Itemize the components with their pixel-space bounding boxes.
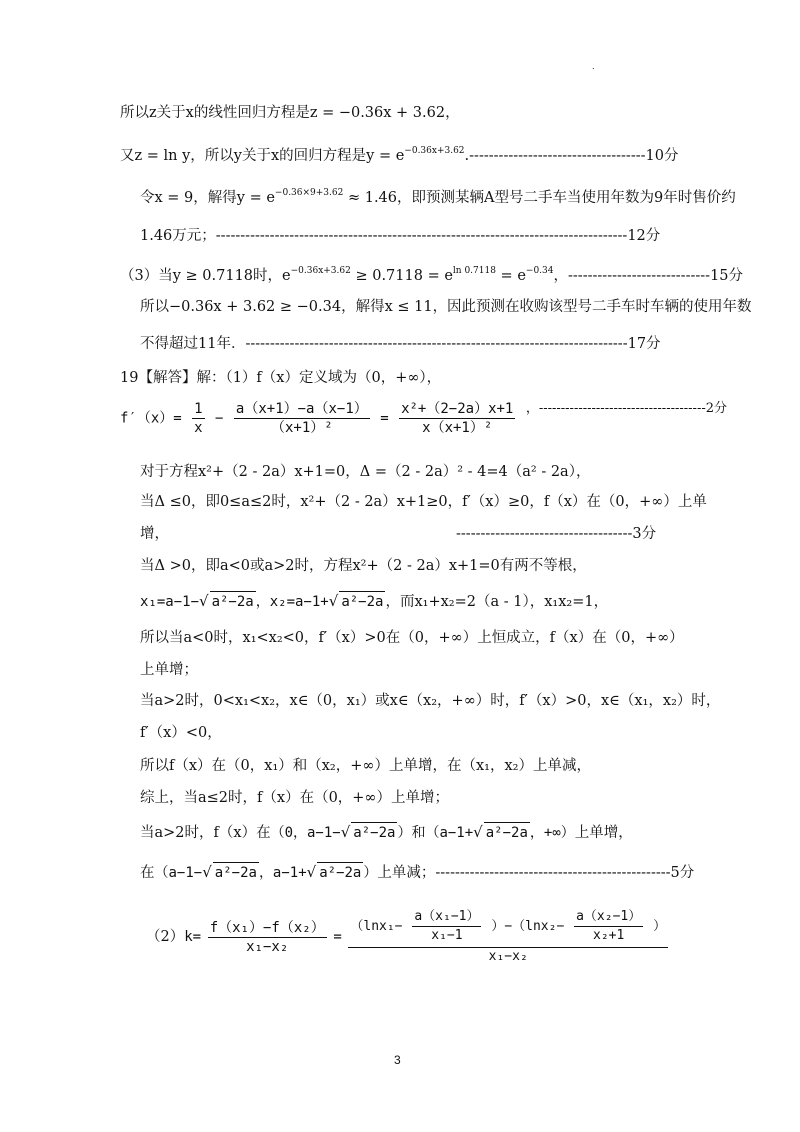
part-label: （2） bbox=[146, 929, 185, 945]
line-case-delta-le0: 当Δ ≤0，即0≤a≤2时，x²+（2 - 2a）x+1≥0，f′（x）≥0，f（x）在（0，+∞）上单 bbox=[140, 494, 707, 510]
dashes-score: ，-----------------------------15分 bbox=[553, 268, 744, 284]
k-label: k= bbox=[184, 929, 202, 945]
denominator: x₁−x₂ bbox=[488, 949, 528, 964]
radicand: a²−2a bbox=[213, 862, 259, 883]
interval-right: （a−1+ bbox=[425, 825, 474, 841]
line-intervals: 所以f（x）在（0，x₁）和（x₂，+∞）上单增，在（x₁，x₂）上单减， bbox=[140, 758, 591, 774]
numerator: f（x₁）−f（x₂） bbox=[209, 919, 325, 936]
radicand: a²−2a bbox=[351, 822, 397, 843]
inner-fraction-1 bbox=[412, 908, 481, 945]
line-price-result: 1.46万元；------------------------------------------------------------------------------------12分 bbox=[140, 228, 661, 244]
root-x2: ，x₂=a−1+ bbox=[255, 594, 329, 610]
numerator: 1 bbox=[194, 401, 203, 417]
denominator: x₁−1 bbox=[431, 928, 463, 943]
dashes-score: ，--------------------------------------2分 bbox=[525, 401, 728, 416]
fraction-1-over-x bbox=[192, 400, 204, 437]
sqrt-icon: √ bbox=[340, 823, 351, 841]
line-solve-x: 所以−0.36x + 3.62 ≥ −0.34，解得x ≤ 11，因此预测在收购该型号二手车时车辆的使用年数 bbox=[140, 299, 752, 315]
text: 令x = 9，解得y = e bbox=[140, 190, 275, 206]
exponent: ln 0.7118 bbox=[452, 266, 496, 276]
equals: = bbox=[333, 929, 342, 945]
page-number: 3 bbox=[394, 1053, 401, 1067]
fraction-k bbox=[208, 919, 327, 956]
radicand: a²−2a bbox=[339, 591, 385, 612]
exponent: −0.36x+3.62 bbox=[404, 146, 465, 156]
numerator: x²+（2−2a）x+1 bbox=[401, 401, 514, 417]
line-part3 bbox=[120, 261, 743, 286]
line-q19-header: 19【解答】解：（1）f（x）定义域为（0，+∞）， bbox=[120, 370, 442, 386]
line-monotone-inc bbox=[140, 524, 169, 544]
line-roots bbox=[140, 591, 608, 612]
root-x1: x₁=a−1− bbox=[140, 594, 200, 610]
text: 在 bbox=[140, 865, 155, 881]
term-a: （lnx₁− bbox=[350, 919, 403, 934]
sqrt-icon: √ bbox=[202, 863, 212, 881]
text: = e bbox=[495, 268, 526, 284]
text: （3）当y ≥ 0.7118时，e bbox=[120, 268, 291, 284]
denominator: x₁−x₂ bbox=[246, 938, 289, 955]
interval-mid: ，a−1+ bbox=[258, 865, 307, 881]
line-predict-x9 bbox=[140, 183, 736, 208]
interval-close: ） bbox=[363, 865, 378, 881]
line-derivative bbox=[120, 400, 727, 437]
line-slope-k bbox=[146, 908, 670, 966]
radicand: a²−2a bbox=[484, 822, 530, 843]
sqrt-icon: √ bbox=[328, 592, 339, 610]
exponent: −0.36×9+3.62 bbox=[274, 188, 344, 198]
numerator: a（x₂−1） bbox=[574, 908, 643, 927]
exponent: −0.36x+3.62 bbox=[290, 266, 351, 276]
line-summary-a-gt2 bbox=[140, 822, 633, 843]
sqrt-icon: √ bbox=[199, 592, 209, 610]
interval-left: （0，a−1− bbox=[270, 825, 341, 841]
denominator: （x+1）² bbox=[270, 420, 333, 436]
line-discriminant: 对于方程x²+（2 - 2a）x+1=0，Δ =（2 - 2a）² - 4=4（a² - 2a）， bbox=[140, 464, 591, 480]
line-regression-z: 所以z关于x的线性回归方程是z = −0.36x + 3.62， bbox=[120, 105, 460, 121]
line-regression-y bbox=[120, 141, 679, 166]
line-fprime-neg: f′（x）<0， bbox=[140, 725, 222, 741]
radicand: a²−2a bbox=[210, 591, 256, 612]
denominator: x bbox=[194, 420, 203, 436]
numerator bbox=[348, 908, 668, 948]
text: 又z = ln y，所以y关于x的回归方程是y = e bbox=[120, 148, 405, 164]
line-case-a-lt0: 所以当a<0时，x₁<x₂<0，f′（x）>0在（0，+∞）上恒成立，f（x）在（0，+∞） bbox=[140, 630, 684, 646]
dashes-score: 上单减；------------------------------------------------5分 bbox=[377, 865, 695, 881]
vieta-relations: ，而x₁+x₂=2（a - 1），x₁x₂=1， bbox=[385, 594, 609, 610]
fraction-3 bbox=[399, 400, 515, 437]
denominator: x（x+1）² bbox=[422, 420, 493, 436]
fprime-lhs: f′（x）= bbox=[120, 410, 182, 427]
radicand: a²−2a bbox=[317, 862, 363, 883]
fraction-2 bbox=[234, 400, 370, 437]
term-b: ）−（lnx₂− bbox=[491, 919, 565, 934]
denominator: x₂+1 bbox=[593, 928, 625, 943]
text: 上单增， bbox=[574, 825, 633, 841]
line-decreasing bbox=[140, 862, 694, 883]
line-monotone-inc-2: 上单增； bbox=[140, 662, 198, 678]
line-case-delta-gt0: 当Δ >0，即a<0或a>2时，方程x²+（2 - 2a）x+1=0有两不等根， bbox=[140, 558, 587, 574]
text: ≥ 0.7118 = e bbox=[350, 268, 453, 284]
minus: − bbox=[215, 410, 224, 427]
line-summary: 综上，当a≤2时，f（x）在（0，+∞）上单增； bbox=[140, 790, 450, 806]
text-tail: ≈ 1.46，即预测某辆A型号二手车当使用年数为9年时售价约 bbox=[343, 190, 736, 206]
interval-close: ）和 bbox=[397, 825, 426, 841]
line-score-3: ------------------------------------3分 bbox=[456, 526, 657, 542]
sqrt-icon: √ bbox=[473, 823, 483, 841]
text: 当a>2时，f（x）在 bbox=[140, 825, 271, 841]
term-c: ） bbox=[653, 919, 667, 934]
sqrt-icon: √ bbox=[306, 863, 317, 881]
line-case-a-gt2: 当a>2时，0<x₁<x₂，x∈（0，x₁）或x∈（x₂，+∞）时，f′（x）>0，x∈（x₁，x₂）时， bbox=[140, 693, 721, 709]
line-conclusion-11: 不得超过11年．------------------------------------------------------------------------------17分 bbox=[140, 336, 661, 352]
exponent: −0.34 bbox=[525, 266, 554, 276]
fraction-big bbox=[348, 908, 668, 966]
equals: = bbox=[380, 410, 389, 427]
text: 增， bbox=[140, 526, 169, 542]
inner-fraction-2 bbox=[574, 908, 643, 945]
numerator: a（x₁−1） bbox=[412, 908, 481, 927]
interval-left: （a−1− bbox=[154, 865, 203, 881]
dashes-score: .------------------------------------10分 bbox=[464, 148, 679, 164]
numerator: a（x+1）−a（x−1） bbox=[235, 401, 368, 417]
interval-inf: ，+∞） bbox=[529, 825, 575, 841]
corner-mark: . bbox=[592, 62, 595, 71]
